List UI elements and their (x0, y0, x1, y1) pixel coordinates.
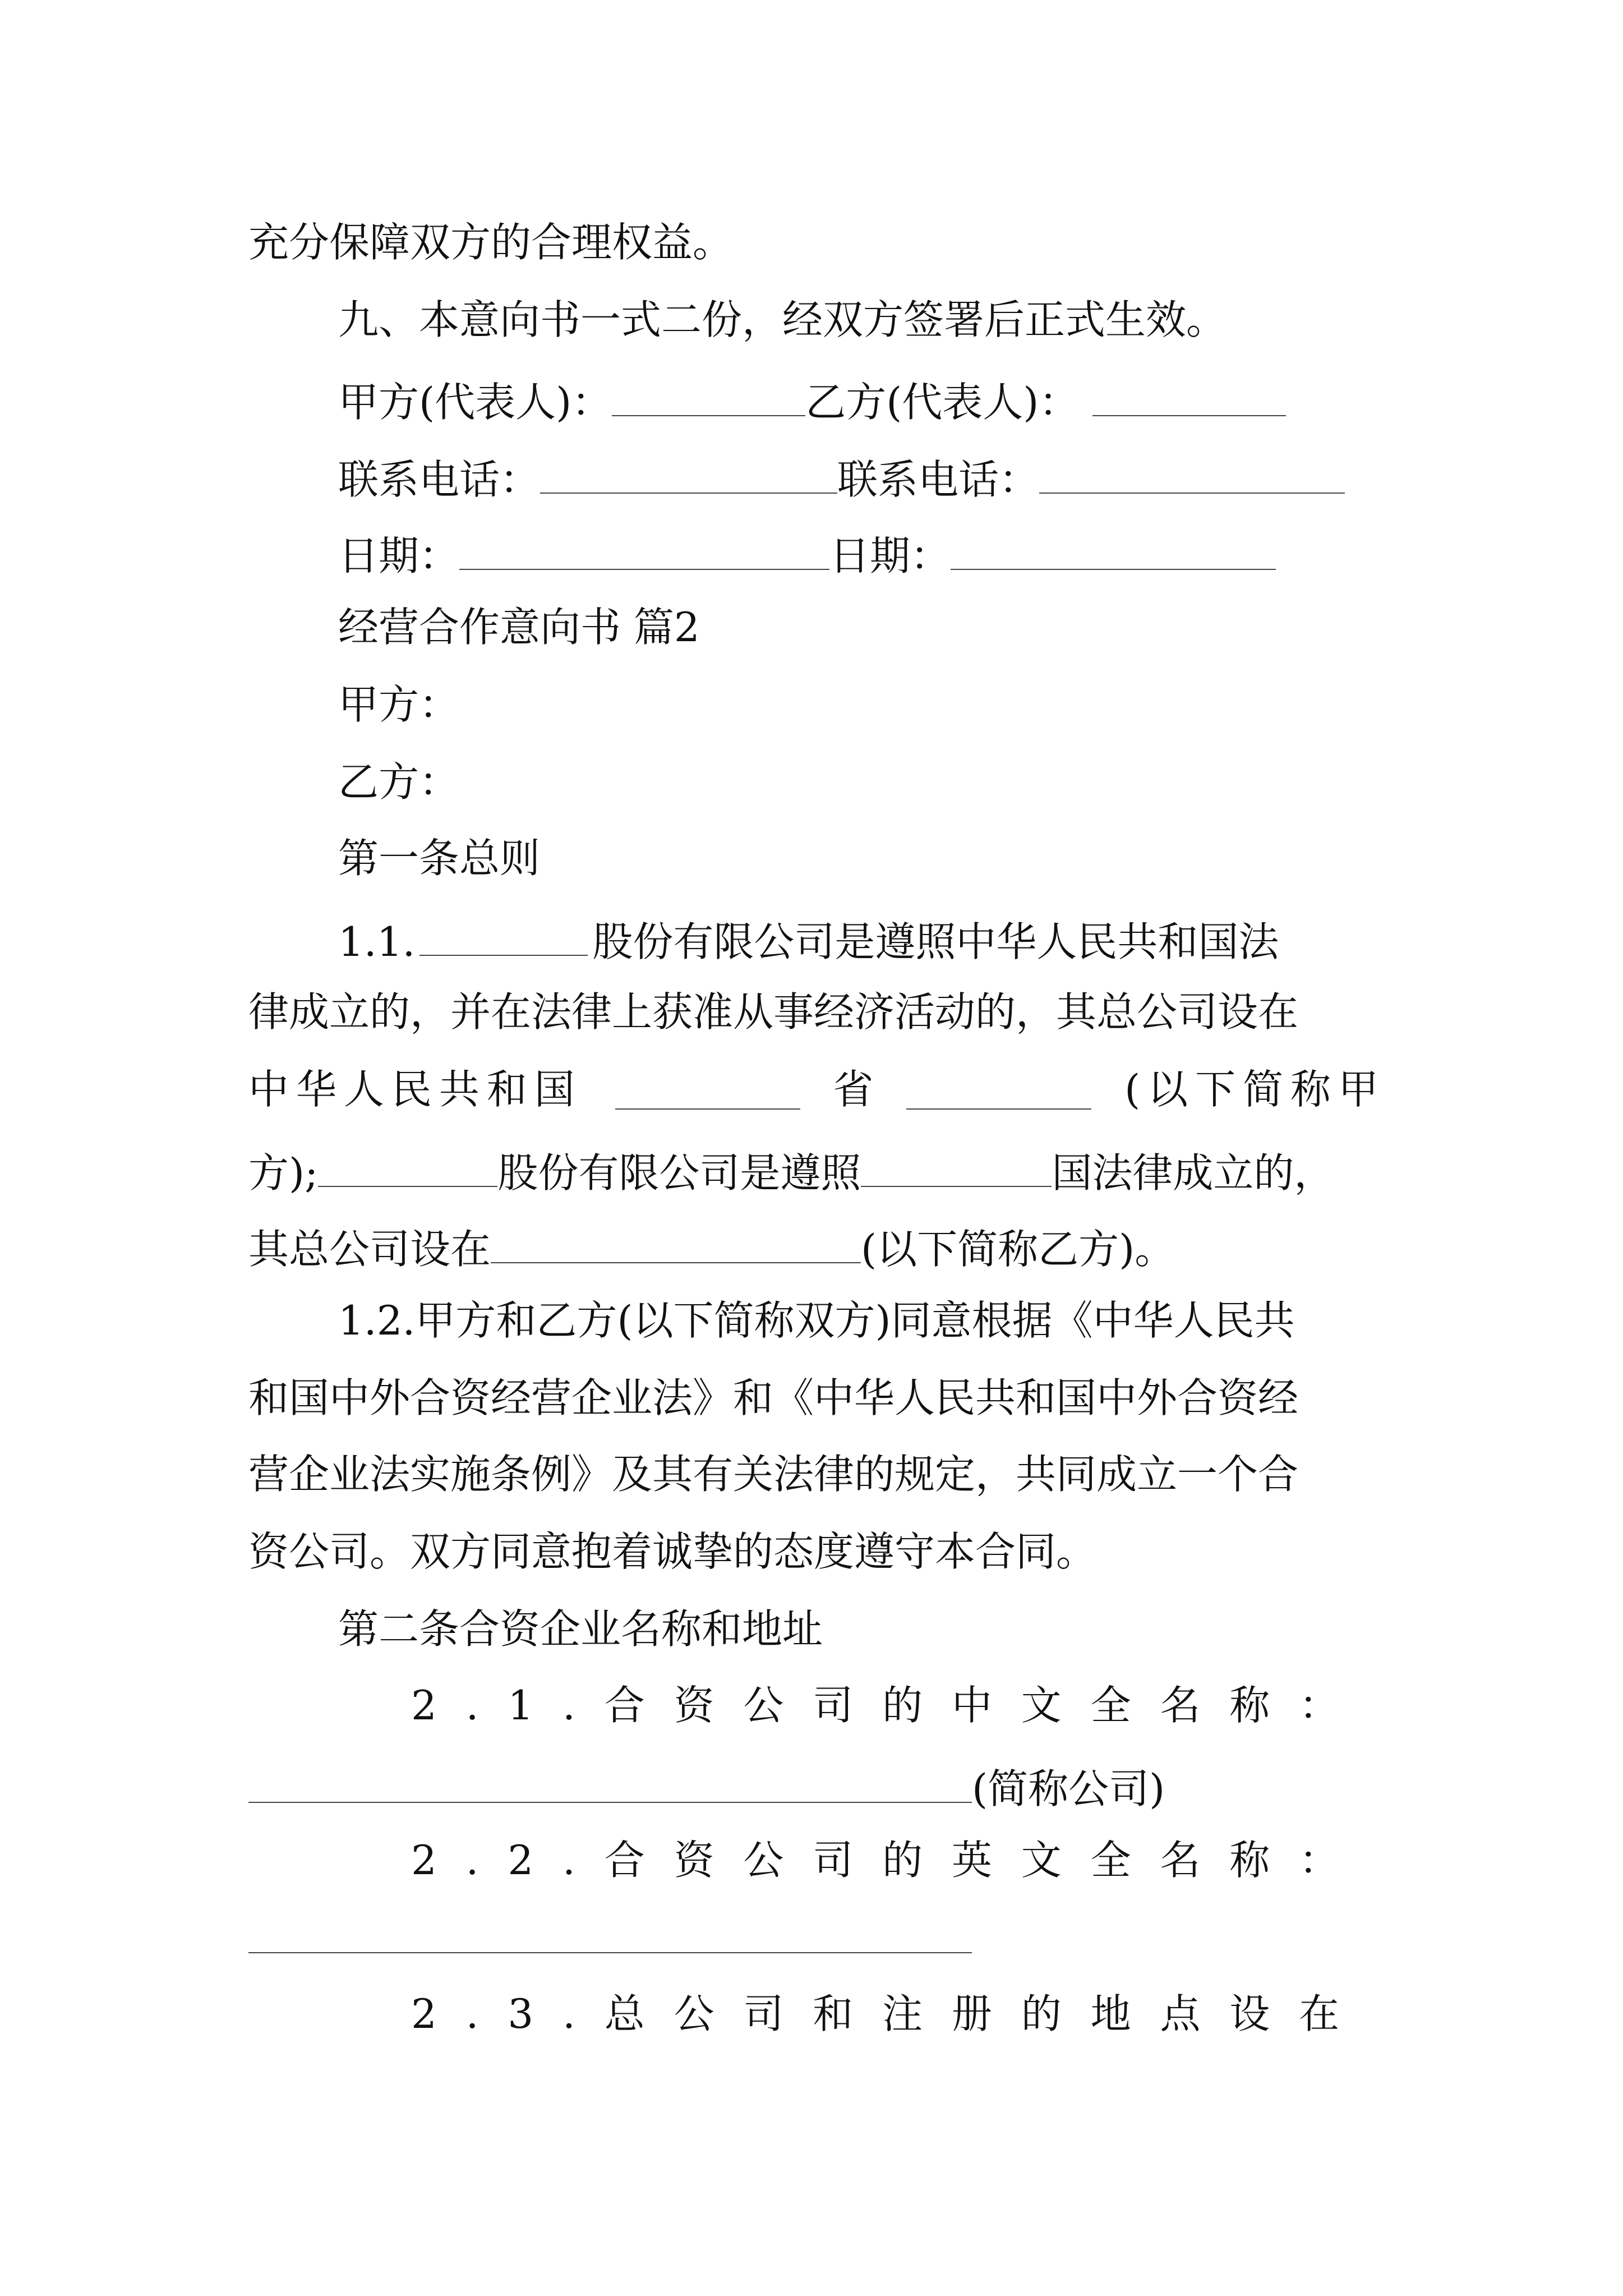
party-b-line: 乙方： (338, 758, 460, 806)
signature-row-phone (338, 453, 1345, 503)
chinese-name-line: 2.1.合资公司的中文全名称： (411, 1682, 1368, 1729)
party-a-representative-label: 甲方(代表人)： (338, 379, 612, 426)
city-blank (906, 1069, 1091, 1110)
party-a-date-label: 日期： (338, 532, 460, 579)
paragraph-line: 其总公司设在 (以下简称乙方)。 (248, 1223, 1175, 1269)
province-blank (615, 1069, 800, 1110)
company-name-blank (419, 915, 588, 956)
clause-nine: 九、本意向书一式二份，经双方签署后正式生效。 (338, 296, 1227, 343)
party-b-representative-label: 乙方(代表人)： (805, 379, 1080, 426)
head-office-blank (491, 1223, 861, 1263)
party-a-phone-label: 联系电话： (338, 456, 541, 503)
party-a-phone-blank (540, 453, 837, 494)
party-b-phone-blank (1039, 453, 1345, 494)
party-b-representative-blank (1092, 376, 1286, 416)
paragraph-line: 中华人民共和国 省 (以下简称甲 (248, 1066, 1386, 1113)
party-b-date-blank (951, 530, 1276, 570)
chinese-name-blank-line: (简称公司) (248, 1763, 1165, 1809)
paragraph-line: 资公司。双方同意抱着诚挚的态度遵守本合同。 (248, 1528, 1097, 1575)
english-name-blank-line (248, 1917, 972, 1959)
signature-row-representative (338, 376, 1286, 426)
party-a-date-blank (459, 530, 829, 570)
party-b-date-label: 日期： (829, 532, 951, 579)
paragraph-line: 律成立的，并在法律上获准从事经济活动的，其总公司设在 (248, 988, 1299, 1036)
paragraph-line: 方); 股份有限公司是遵照 国法律成立的， (248, 1147, 1334, 1193)
paragraph-line: 1.1. 股份有限公司是遵照中华人民共和国法 (338, 915, 1279, 962)
paragraph-line: 营企业法实施条例》及其有关法律的规定，共同成立一个合 (248, 1451, 1299, 1498)
party-b-company-blank (318, 1147, 497, 1187)
article-two-heading: 第二条合资企业名称和地址 (338, 1605, 823, 1653)
party-a-representative-blank (612, 376, 805, 416)
article-one-heading: 第一条总则 (338, 835, 541, 882)
party-b-phone-label: 联系电话： (837, 456, 1040, 503)
country-blank (861, 1147, 1052, 1187)
chinese-name-blank (248, 1763, 972, 1803)
english-name-blank (248, 1917, 972, 1953)
registered-address-line: 2.3.总公司和注册的地点设在 (411, 1990, 1368, 2037)
paragraph-line: 充分保障双方的合理权益。 (248, 219, 734, 266)
section-title: 经营合作意向书 篇2 (338, 604, 700, 651)
paragraph-line: 和国中外合资经营企业法》和《中华人民共和国中外合资经 (248, 1374, 1299, 1421)
party-a-line: 甲方： (338, 681, 460, 728)
paragraph-line: 1.2.甲方和乙方(以下简称双方)同意根据《中华人民共 (338, 1297, 1295, 1344)
signature-row-date (338, 530, 1276, 579)
english-name-line: 2.2.合资公司的英文全名称： (411, 1837, 1368, 1884)
